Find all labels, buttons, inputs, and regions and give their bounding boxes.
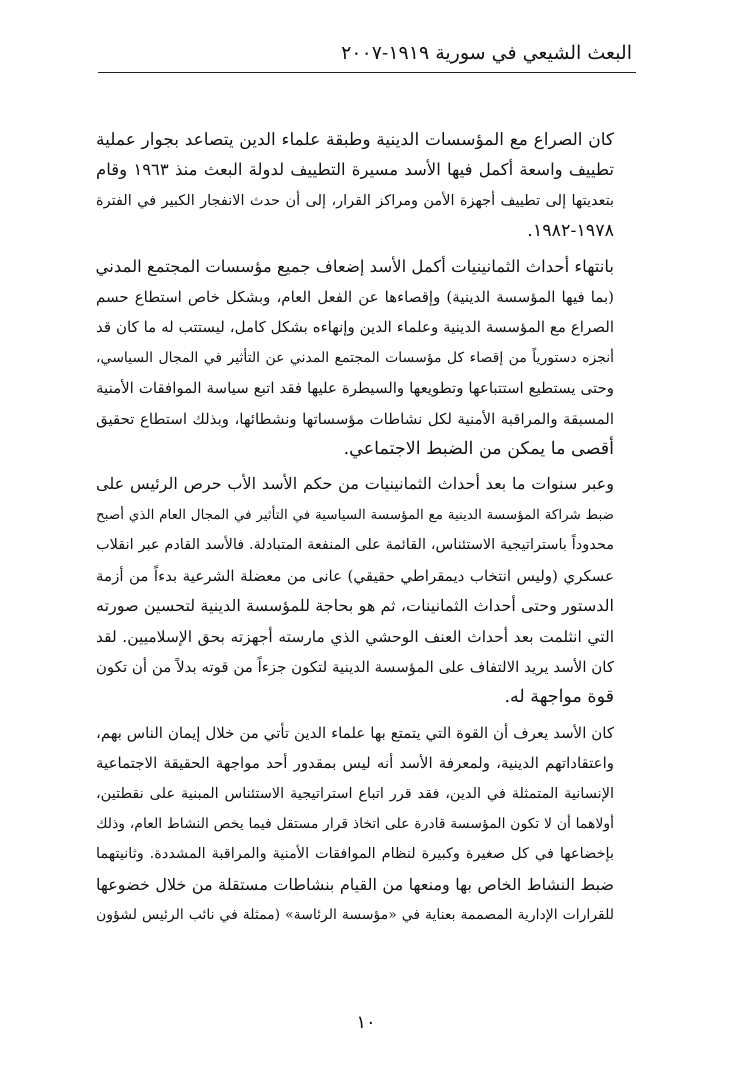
text-line: وعبر سنوات ما بعد أحداث الثمانينيات من حكم الأسد الأب حرص الرئيس على: [96, 474, 614, 494]
text-line: كان الأسد يريد الالتفاف على المؤسسة الدينية لتكون جزءاً من قوته بدلاً من أن تكون: [96, 657, 614, 676]
text-line: الدستور وحتى أحداث الثمانينات، ثم هو بحاجة للمؤسسة الدينية لتحسين صورته: [96, 596, 614, 616]
text-line: عسكري (وليس انتخاب ديمقراطي حقيقي) عانى من معضلة الشرعية بدءاً من أزمة: [96, 566, 614, 585]
text-line: ضبط النشاط الخاص بها ومنعها من القيام بنشاطات مستقلة من خلال خضوعها: [96, 874, 614, 894]
text-line: بإخضاعها في كل صغيرة وكبيرة لنظام الموافقات الأمنية والمراقبة المشددة. وثانيتهما: [96, 846, 614, 863]
page-number: ١٠: [356, 1012, 376, 1033]
text-line: التي انثلمت بعد أحداث العنف الوحشي الذي مارسته أجهزته بحق الإسلاميين. لقد: [96, 627, 614, 646]
body-text: [96, 125, 636, 936]
running-header: البعث الشيعي في سورية ١٩١٩-٢٠٠٧: [341, 42, 632, 64]
text-line: ١٩٧٨-١٩٨٢.: [527, 221, 614, 242]
text-line: (بما فيها المؤسسة الدينية) وإقصاءها عن الفعل العام، وبشكل خاص استطاع حسم: [96, 288, 614, 307]
text-line: للقرارات الإدارية المصممة بعناية في «مؤسسة الرئاسة» (ممثلة في نائب الرئيس لشؤون: [96, 907, 614, 924]
text-line: المسبقة والمراقبة الأمنية لكل نشاطات مؤسساتها ونشطائها، وبذلك استطاع تحقيق: [96, 409, 614, 428]
text-line: محدوداً باستراتيجية الاستئناس، القائمة على المنفعة المتبادلة. فالأسد القادم عبر انقلاب: [96, 537, 614, 554]
text-line: وحتى يستطيع استتباعها وتطويعها والسيطرة عليها فقد اتبع سياسة الموافقات الأمنية: [96, 379, 614, 398]
paragraph: [96, 252, 636, 465]
text-line: كان الصراع مع المؤسسات الدينية وطبقة علماء الدين يتصاعد بجوار عملية: [96, 130, 614, 150]
text-line: أنجزه دستورياً من إقصاء كل مؤسسات المجتمع المدني عن التأثير في المجال السياسي،: [96, 349, 614, 366]
header-rule: [98, 72, 636, 73]
text-line: الصراع مع المؤسسة الدينية وعلماء الدين وإنهاءه بشكل كامل، ليستتب له ما كان قد: [96, 318, 614, 337]
text-line: قوة مواجهة له.: [504, 687, 614, 708]
text-line: ضبط شراكة المؤسسة الدينية مع المؤسسة السياسية في التأثير في المجال العام الذي أصبح: [96, 506, 614, 523]
text-line: أقصى ما يمكن من الضبط الاجتماعي.: [343, 439, 614, 460]
text-line: بتعديتها إلى تطييف أجهزة الأمن ومراكز القرار، إلى أن حدث الانفجار الكبير في الفترة: [96, 192, 614, 209]
text-line: تطييف واسعة أكمل فيها الأسد مسيرة التطييف لدولة البعث منذ ١٩٦٣ وقام: [96, 160, 615, 180]
paragraph: [96, 718, 636, 931]
text-line: كان الأسد يعرف أن القوة التي يتمتع بها علماء الدين تأتي من خلال إيمان الناس بهم،: [96, 723, 614, 742]
paragraph: [96, 469, 636, 712]
paragraph: [96, 125, 636, 247]
text-line: بانتهاء أحداث الثمانينيات أكمل الأسد إضعاف جميع مؤسسات المجتمع المدني: [96, 256, 614, 276]
text-line: أولاهما أن لا تكون المؤسسة قادرة على اتخاذ قرار مستقل فيما يخص النشاط العام، وذلك: [96, 815, 614, 832]
text-line: الإنسانية المتمثلة في الدين، فقد قرر اتباع استراتيجية الاستئناس المبنية على نقطتين،: [96, 785, 614, 802]
text-line: واعتقاداتهم الدينية، ولمعرفة الأسد أنه ليس بمقدور أحد مواجهة الحقيقة الاجتماعية: [96, 754, 614, 773]
